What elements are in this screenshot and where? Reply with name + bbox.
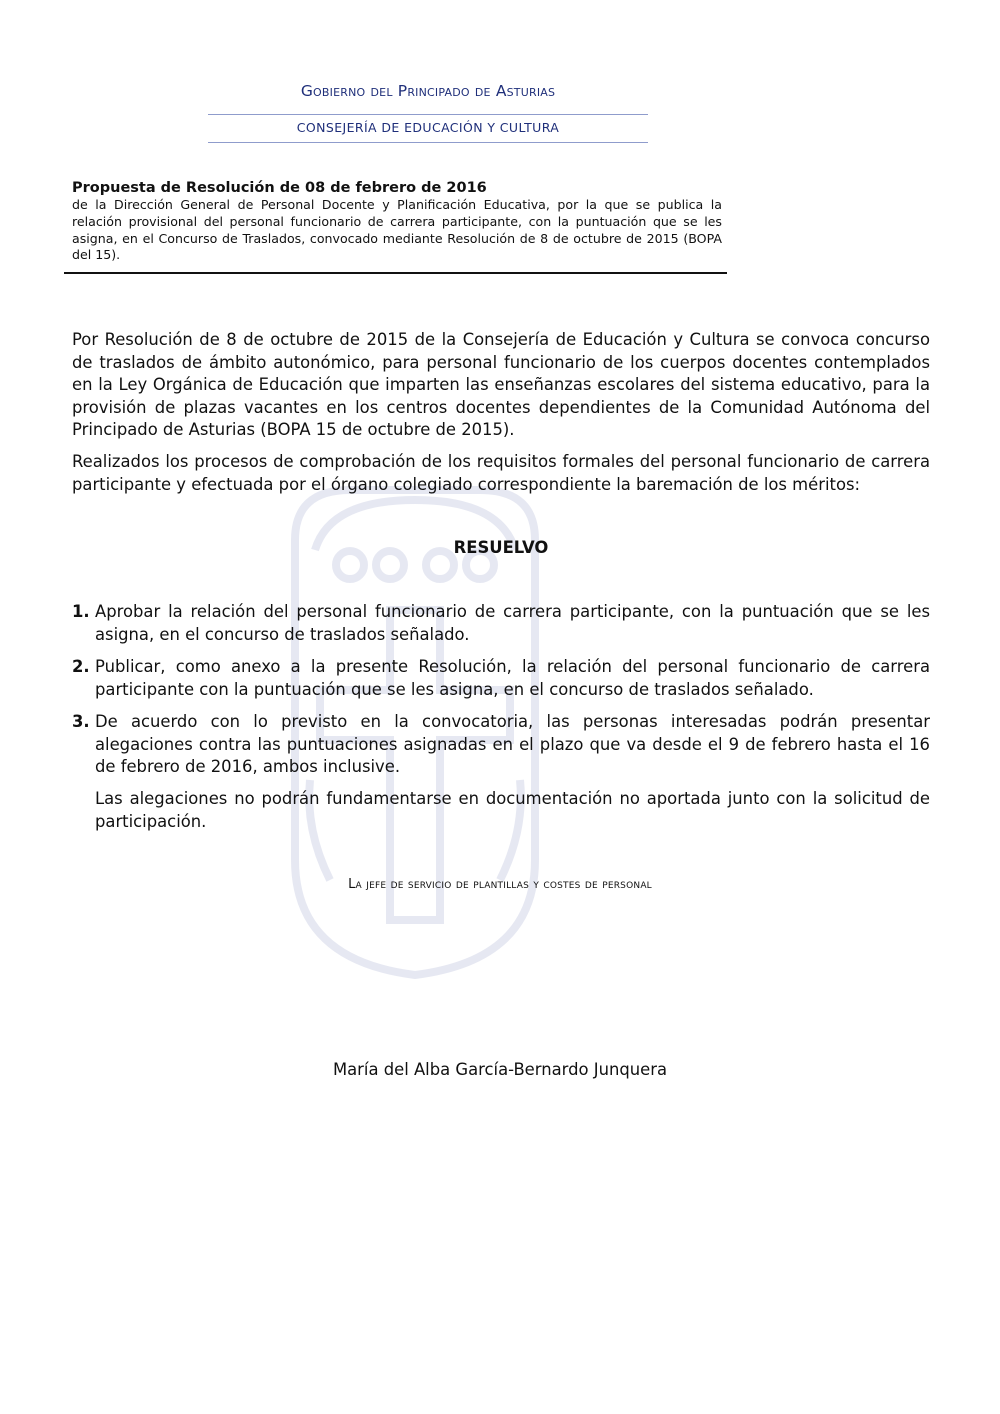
paragraph-1: Por Resolución de 8 de octubre de 2015 de la Consejería de Educación y Cultura se convoca concurso de traslados de ámbito autonómico, para personal funcionario de los cuerpos docentes contemplados en la Ley Orgánica de Educación que imparten las enseñanzas escolares del sistema educativo, para la provisión de plazas vacantes en los centros docentes dependientes de la Comunidad Autónoma del Principado de Asturias (BOPA 15 de octubre de 2015). <box>72 330 930 440</box>
government-name: Gobierno del Principado de Asturias <box>300 82 556 100</box>
summary-text: de la Dirección General de Personal Docente y Planificación Educativa, por la que se publica la relación provisional del personal funcionario de carrera participante, con la puntuación que se les asigna, en el Concurso de Traslados, convocado mediante Resolución de 8 de octubre de 2015 (BOPA del 15). <box>72 197 722 263</box>
department-name: CONSEJERÍA DE EDUCACIÓN Y CULTURA <box>296 120 560 135</box>
item-number: 1. <box>72 602 90 621</box>
item-text: Aprobar la relación del personal funcionario de carrera participante, con la puntuación que se les asigna, en el concurso de traslados señalado. <box>95 602 930 644</box>
header-divider-bottom <box>208 142 648 143</box>
resolution-summary <box>72 180 722 264</box>
paragraph-2: Realizados los procesos de comprobación de los requisitos formales del personal funcionario de carrera participante y efectuada por el órgano colegiado correspondiente la baremación de los méritos: <box>72 452 930 494</box>
resolution-heading: RESUELVO <box>453 538 549 557</box>
item-number: 2. <box>72 657 90 676</box>
summary-title: Propuesta de Resolución de 08 de febrero de 2016 <box>72 180 487 196</box>
summary-rule <box>64 272 727 274</box>
item-number: 3. <box>72 712 90 731</box>
resolution-item-3 <box>72 711 930 779</box>
item-text: De acuerdo con lo previsto en la convocatoria, las personas interesadas podrán presentar alegaciones contra las puntuaciones asignadas en el plazo que va desde el 9 de febrero hasta el 16 de febrero de 2016, ambos inclusive. <box>95 712 930 777</box>
signer-role: La jefe de servicio de plantillas y costes de personal <box>348 877 652 892</box>
resolution-item-1 <box>72 601 930 646</box>
item-text: Publicar, como anexo a la presente Resolución, la relación del personal funcionario de carrera participante con la puntuación que se les asigna, en el concurso de traslados señalado. <box>95 657 930 699</box>
header-divider-top <box>208 114 648 115</box>
letterhead <box>208 82 648 143</box>
resolution-item-3-note <box>72 788 930 833</box>
resolution-item-2 <box>72 656 930 701</box>
signer-name: María del Alba García-Bernardo Junquera <box>332 1060 668 1079</box>
item-note-text: Las alegaciones no podrán fundamentarse en documentación no aportada junto con la solicitud de participación. <box>95 789 930 831</box>
